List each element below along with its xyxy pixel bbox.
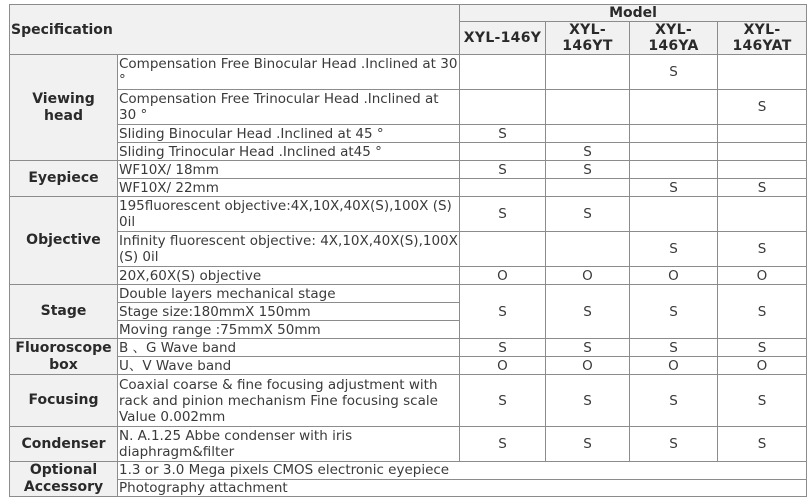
spec-mark <box>718 197 807 232</box>
category-fluoroscope-box: Fluoroscope box <box>10 339 118 375</box>
table-row <box>10 161 807 179</box>
table-row <box>10 90 807 125</box>
spec-mark: S <box>718 375 807 427</box>
spec-mark <box>546 179 630 197</box>
spec-mark <box>630 125 718 143</box>
spec-description: 195fluorescent objective:4X,10X,40X(S),100X (S) 0il <box>118 197 460 232</box>
spec-mark: S <box>718 285 807 339</box>
spec-mark: S <box>630 179 718 197</box>
spec-mark: O <box>460 357 546 375</box>
spec-mark <box>460 179 546 197</box>
spec-mark <box>718 55 807 90</box>
spec-mark <box>546 232 630 267</box>
spec-description: WF10X/ 18mm <box>118 161 460 179</box>
spec-mark: S <box>546 143 630 161</box>
spec-mark: S <box>460 161 546 179</box>
spec-description: 1.3 or 3.0 Mega pixels CMOS electronic eyepiece <box>118 462 807 480</box>
spec-description: Infinity fluorescent objective: 4X,10X,40X(S),100X (S) 0il <box>119 233 458 265</box>
spec-mark: S <box>546 339 630 357</box>
table-row <box>10 267 807 285</box>
spec-description: 20X,60X(S) objective <box>118 267 460 285</box>
spec-mark <box>460 143 546 161</box>
table-row <box>10 427 807 462</box>
specification-header: Specification <box>10 5 460 55</box>
spec-mark: S <box>630 427 718 462</box>
spec-mark: S <box>460 285 546 339</box>
spec-description: Coaxial coarse & fine focusing adjustment with rack and pinion mechanism Fine focusing scale Value 0.002mm <box>118 375 460 427</box>
spec-description: Stage size:180mmX 150mm <box>118 303 460 321</box>
table-row <box>10 232 807 267</box>
spec-description: Photography attachment <box>118 479 807 497</box>
spec-mark <box>546 55 630 90</box>
spec-mark <box>460 232 546 267</box>
spec-mark: S <box>460 339 546 357</box>
spec-mark: O <box>630 267 718 285</box>
spec-mark: S <box>718 232 807 267</box>
table-row <box>10 285 807 303</box>
specification-table <box>9 4 807 497</box>
table-row <box>10 197 807 232</box>
spec-mark: S <box>718 427 807 462</box>
model-column-xyl-146y: XYL-146Y <box>460 22 546 55</box>
spec-description: Moving range :75mmX 50mm <box>118 321 460 339</box>
spec-mark: S <box>630 375 718 427</box>
spec-mark: S <box>718 179 807 197</box>
table-row <box>10 375 807 427</box>
spec-mark <box>546 125 630 143</box>
spec-mark: S <box>630 285 718 339</box>
model-column-xyl-146ya: XYL-146YA <box>630 22 718 55</box>
spec-mark: O <box>460 267 546 285</box>
spec-description: Double layers mechanical stage <box>118 285 460 303</box>
table-row <box>10 179 807 197</box>
table-row <box>10 55 807 90</box>
category-condenser: Condenser <box>10 427 118 462</box>
spec-mark: S <box>546 285 630 339</box>
spec-mark <box>460 90 546 125</box>
table-row <box>10 479 807 497</box>
spec-mark <box>630 161 718 179</box>
model-column-xyl-146yat: XYL-146YAT <box>718 22 807 55</box>
spec-mark: S <box>460 197 546 232</box>
category-focusing: Focusing <box>10 375 118 427</box>
spec-mark: S <box>546 427 630 462</box>
spec-mark <box>630 143 718 161</box>
table-row <box>10 357 807 375</box>
spec-mark: S <box>630 55 718 90</box>
category-eyepiece: Eyepiece <box>10 161 118 197</box>
spec-description: WF10X/ 22mm <box>118 179 460 197</box>
table-row <box>10 125 807 143</box>
spec-description: Sliding Trinocular Head .Inclined at45 ° <box>118 143 460 161</box>
spec-mark <box>630 197 718 232</box>
spec-mark <box>718 161 807 179</box>
model-column-xyl-146yt: XYL-146YT <box>546 22 630 55</box>
spec-description: Sliding Binocular Head .Inclined at 45 ° <box>118 125 460 143</box>
spec-mark: S <box>546 161 630 179</box>
spec-mark: S <box>460 125 546 143</box>
spec-mark <box>718 143 807 161</box>
spec-mark <box>546 90 630 125</box>
table-row <box>10 462 807 480</box>
spec-mark: S <box>460 427 546 462</box>
spec-mark <box>630 90 718 125</box>
table-row <box>10 143 807 161</box>
spec-description: N. A.1.25 Abbe condenser with iris diaphragm&filter <box>118 427 460 462</box>
spec-mark: S <box>460 375 546 427</box>
spec-description: Compensation Free Trinocular Head .Inclined at 30 ° <box>118 90 460 125</box>
spec-mark: S <box>630 232 718 267</box>
spec-mark: O <box>718 267 807 285</box>
spec-description: B 、G Wave band <box>118 339 460 357</box>
spec-mark: S <box>718 339 807 357</box>
category-objective: Objective <box>10 197 118 285</box>
category-optional-accessory: Optional Accessory <box>10 462 118 497</box>
spec-description: U、V Wave band <box>118 357 460 375</box>
spec-mark: S <box>718 90 807 125</box>
spec-mark: S <box>546 375 630 427</box>
category-viewing-head: Viewing head <box>10 55 118 161</box>
spec-mark: O <box>546 267 630 285</box>
spec-mark: O <box>630 357 718 375</box>
spec-mark: S <box>630 339 718 357</box>
spec-mark <box>718 125 807 143</box>
spec-description: Compensation Free Binocular Head .Inclined at 30 ° <box>118 55 460 90</box>
table-row <box>10 339 807 357</box>
spec-mark <box>460 55 546 90</box>
model-header: Model <box>460 5 807 22</box>
spec-mark: O <box>546 357 630 375</box>
category-stage: Stage <box>10 285 118 339</box>
spec-mark: S <box>546 197 630 232</box>
spec-mark: O <box>718 357 807 375</box>
